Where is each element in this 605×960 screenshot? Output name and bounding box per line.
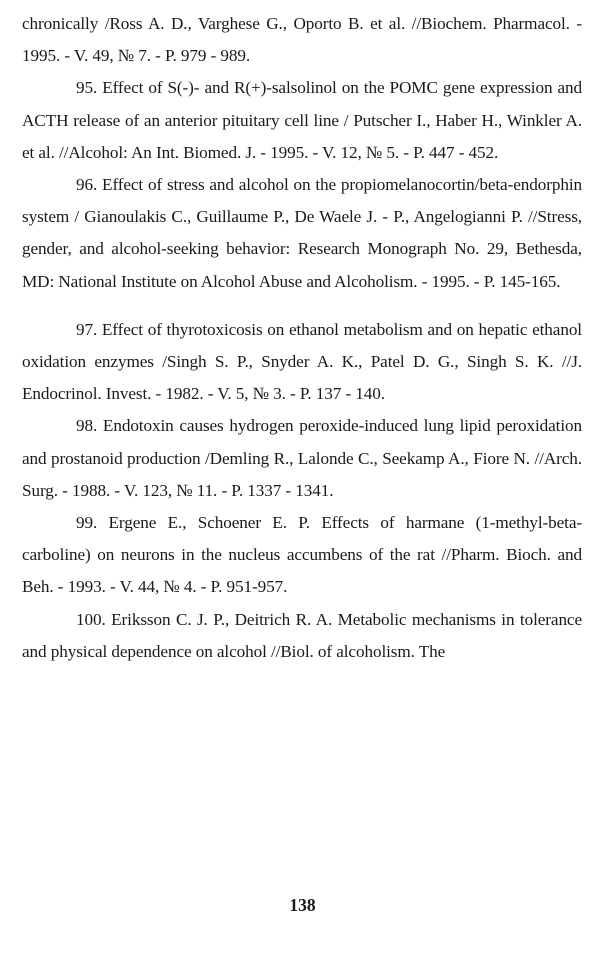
reference-entry-96: 96. Effect of stress and alcohol on the propiomelanocortin/beta-endorphin system / Gianoulakis C., Guillaume P., De Waele J. - P., Angelogianni P. //Stress, gender, and alcohol-seeking behavior: Research Monograph No. 29, Bethesda, MD: National Institute on Alcohol Abuse and Alcoholism. - 1995. - P. 145-165. <box>22 175 582 291</box>
reference-entry-98: 98. Endotoxin causes hydrogen peroxide-induced lung lipid peroxidation and prostanoid production /Demling R., Lalonde C., Seekamp A., Fiore N. //Arch. Surg. - 1988. - V. 123, № 11. - P. 1337 - 1341. <box>22 416 582 500</box>
reference-entry-continued: chronically /Ross A. D., Varghese G., Oporto B. et al. //Biochem. Pharmacol. - 1995. - V. 49, № 7. - P. 979 - 989. <box>22 14 582 66</box>
reference-entry-95: 95. Effect of S(-)- and R(+)-salsolinol on the POMC gene expression and ACTH release of an anterior pituitary cell line / Putscher I., Haber H., Winkler A. et al. //Alcohol: An Int. Biomed. J. - 1995. - V. 12, № 5. - P. 447 - 452. <box>22 78 582 162</box>
reference-entry-97: 97. Effect of thyrotoxicosis on ethanol metabolism and on hepatic ethanol oxidation enzymes /Singh S. P., Snyder A. K., Patel D. G., Singh S. K. //J. Endocrinol. Invest. - 1982. - V. 5, № 3. - P. 137 - 140. <box>22 319 582 404</box>
reference-list <box>22 8 582 668</box>
page-number: 138 <box>289 895 316 915</box>
reference-entry-100: 100. Eriksson C. J. P., Deitrich R. A. Metabolic mechanisms in tolerance and physical dependence on alcohol //Biol. of alcoholism. The <box>22 609 582 661</box>
reference-entry-99: 99. Ergene E., Schoener E. P. Effects of harmane (1-methyl-beta-carboline) on neurons in the nucleus accumbens of the rat //Pharm. Bioch. and Beh. - 1993. - V. 44, № 4. - P. 951-957. <box>22 513 582 597</box>
